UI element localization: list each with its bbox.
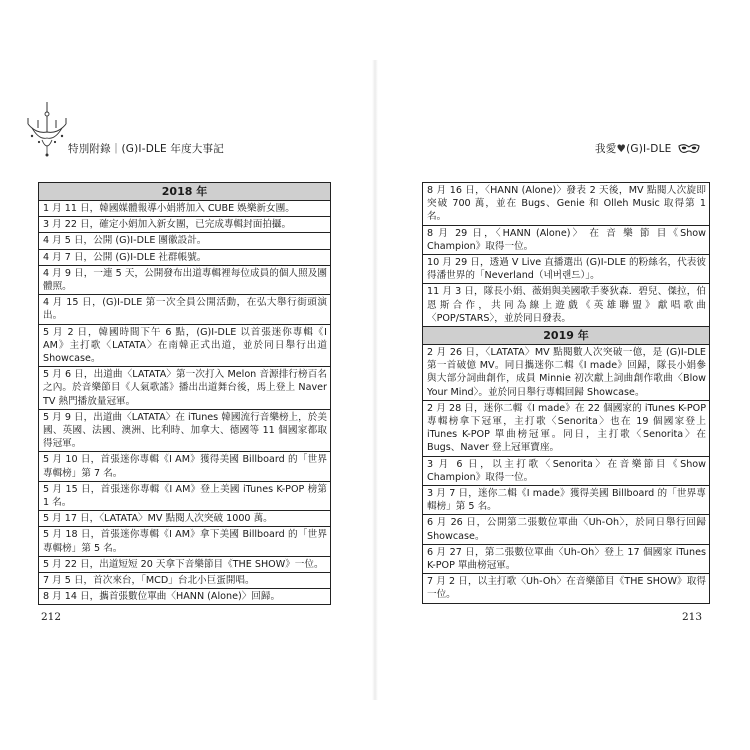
running-head-suffix: (G)I-DLE: [626, 143, 672, 155]
timeline-entry: 3 月 22 日，確定小娟加入新女團，已完成專輯封面拍攝。: [39, 217, 330, 233]
running-head-text: 我愛: [595, 143, 617, 155]
timeline-entry: 4 月 5 日，公開 (G)I-DLE 團徽設計。: [39, 233, 330, 249]
chandelier-icon: [24, 102, 70, 158]
timeline-entry: 4 月 7 日，公開 (G)I-DLE 社群帳號。: [39, 250, 330, 266]
timeline-entry: 7 月 2 日，以主打歌〈Uh-Oh〉在音樂節目《THE SHOW》取得一位。: [427, 576, 706, 601]
timeline-entry: 5 月 2 日，韓國時間下午 6 點，(G)I-DLE 以首張迷你專輯《I AM》主打歌〈LATATA〉在南韓正式出道，並於同日舉行出道 Showcase。: [39, 325, 330, 368]
mask-icon: [678, 143, 700, 155]
running-head: 特別附錄｜(G)I-DLE 年度大事記: [68, 143, 224, 155]
timeline-entry: 5 月 18 日，首張迷你專輯《I AM》拿下美國 Billboard 的「世界專輯榜」第 5 名。: [39, 527, 330, 556]
timeline-entry: 4 月 9 日，一連 5 天，公開發布出道專輯裡每位成員的個人照及團體照。: [39, 266, 330, 295]
timeline-entry: 5 月 6 日，出道曲〈LATATA〉第一次打入 Melon 音源排行榜百名之內。於音樂節目《人氣歌謠》播出出道舞台後，馬上登上 Naver TV 熱門播放量冠軍。: [39, 367, 330, 410]
timeline-table: [38, 182, 331, 605]
page-number: 212: [41, 611, 62, 623]
year-header: 2019 年: [423, 327, 709, 345]
timeline-entry: 1 月 11 日，韓國媒體報導小娟將加入 CUBE 娛樂新女團。: [39, 201, 330, 217]
timeline-entry: 2 月 28 日，迷你二輯《I made》在 22 個國家的 iTunes K-POP 專輯榜拿下冠軍，主打歌〈Senorita〉也在 19 個國家登上 iTunes K-POP 單曲榜冠軍。同日，主打歌〈Senorita〉在 Bugs、Naver 登上冠軍寶座。: [423, 401, 709, 457]
timeline-entry: 5 月 9 日，出道曲〈LATATA〉在 iTunes 韓國流行音樂榜上，於美國、英國、法國、澳洲、比利時、加拿大、德國等 11 個國家都取得冠軍。: [39, 410, 330, 453]
timeline-entry: 6 月 26 日，公開第二張數位單曲〈Uh-Oh〉，於同日舉行回歸 Showcase。: [423, 515, 709, 544]
right-page: [375, 0, 750, 750]
timeline-table: [422, 182, 710, 604]
year-header: 2018 年: [39, 183, 330, 201]
timeline-entry: 5 月 15 日，首張迷你專輯《I AM》登上美國 iTunes K-POP 榜第 1 名。: [39, 482, 330, 511]
heart-icon: ♥: [616, 143, 627, 155]
timeline-entry: 6 月 27 日，第二張數位單曲〈Uh-Oh〉登上 17 個國家 iTunes K-POP 單曲榜冠軍。: [423, 545, 709, 574]
timeline-entry: 5 月 22 日，出道短短 20 天拿下音樂節目《THE SHOW》一位。: [39, 557, 330, 573]
timeline-entry: 8 月 14 日，攜首張數位單曲〈HANN (Alone)〉回歸。: [43, 591, 281, 603]
timeline-entry: 5 月 10 日，首張迷你專輯《I AM》獲得美國 Billboard 的「世界專輯榜」第 7 名。: [39, 452, 330, 481]
timeline-entry: 8 月 29 日，〈HANN (Alone)〉 在 音 樂 節 目《Show Champion》取得一位。: [423, 226, 709, 255]
page-number: 213: [681, 611, 702, 623]
timeline-entry: 2 月 26 日，〈LATATA〉MV 點閱數人次突破一億，是 (G)I-DLE 第一首破億 MV。同日攜迷你二輯《I made》回歸，隊長小娟參與大部分詞曲創作，成員 Minnie 初次獻上詞曲創作歌曲〈Blow Your Mind〉。並於同日舉行專輯回歸 Showcase。: [423, 345, 709, 401]
timeline-entry: 3 月 6 日，以主打歌〈Senorita〉在音樂節目《Show Champion》取得一位。: [423, 457, 709, 486]
timeline-entry: 3 月 7 日，迷你二輯《I made》獲得美國 Billboard 的「世界專輯榜」第 5 名。: [423, 486, 709, 515]
timeline-entry: 11 月 3 日，隊長小娟、薇娟與美國歌手麥狄森．碧兒、傑拉，伯恩斯合作，共同為線上遊戲《英雄聯盟》獻唱歌曲〈POP/STARS〉，並於同日發表。: [423, 284, 709, 327]
running-head: [595, 141, 700, 156]
timeline-entry: 5 月 17 日，〈LATATA〉MV 點閱人次突破 1000 萬。: [39, 511, 330, 527]
timeline-entry: 7 月 5 日，首次來台，「MCD」台北小巨蛋開唱。: [39, 573, 330, 589]
timeline-entry: 8 月 16 日，〈HANN (Alone)〉發表 2 天後，MV 點閱人次旋即突破 700 萬，並在 Bugs、Genie 和 Olleh Music 取得第 1 名。: [423, 183, 709, 226]
timeline-entry: 4 月 15 日，(G)I-DLE 第一次全員公開活動，在弘大舉行街頭演出。: [39, 295, 330, 324]
timeline-entry: 10 月 29 日，透過 V Live 直播選出 (G)I-DLE 的粉絲名，代表彼得潘世界的「Neverland（네버랜드）」。: [423, 255, 709, 284]
